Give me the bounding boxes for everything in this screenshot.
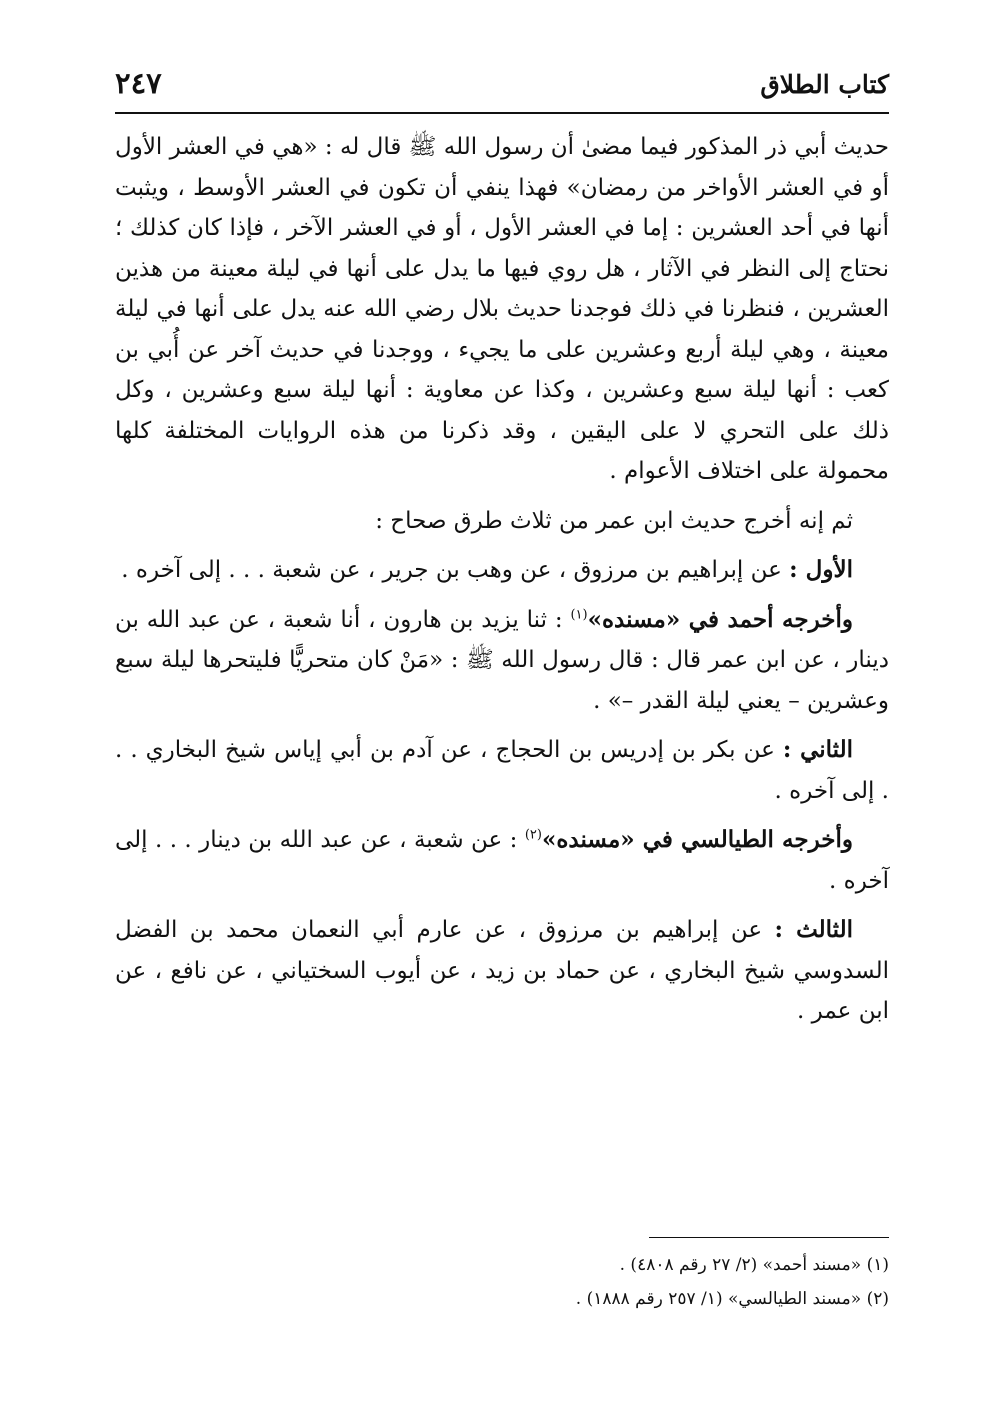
paragraph-1: حديث أبي ذر المذكور فيما مضىٰ أن رسول الله ﷺ قال له : «هي في العشر الأول أو في العشر الأواخر من رمضان» فهذا ينفي أن تكون في العشر الأوسط ، ويثبت أنها في أحد العشرين : إما في العشر الأول ، أو في العشر الآخر ، فإذا كان كذلك ؛ نحتاج إلى النظر في الآثار ، هل روي فيها ما يدل على أنها في ليلة معينة من هذين العشرين ، فنظرنا في ذلك فوجدنا حديث بلال رضي الله عنه يدل على أنها في ليلة معينة ، وهي ليلة أربع وعشرين على ما يجيء ، ووجدنا في حديث آخر عن أُبي بن كعب : أنها ليلة سبع وعشرين ، وكذا عن معاوية : أنها ليلة سبع وعشرين ، وكل ذلك على التحري لا على اليقين ، وقد ذكرنا من هذه الروايات المختلفة كلها محمولة على اختلاف الأعوام .	[115, 134, 889, 484]
footnote-ref-1: (١)	[570, 606, 588, 622]
footnote-divider	[649, 1237, 889, 1238]
page-header	[115, 62, 889, 114]
paragraph-5	[115, 730, 889, 811]
paragraph-3-lead: الأول :	[789, 556, 853, 583]
page-number: ٢٤٧	[115, 66, 162, 100]
paragraph-7-text: عن إبراهيم بن مرزوق ، عن عارم أبي النعمان محمد بن الفضل السدوسي شيخ البخاري ، عن حماد بن زيد ، عن أيوب السختياني ، عن نافع ، عن ابن عمر .	[115, 917, 889, 1024]
paragraph-7	[115, 910, 889, 1032]
paragraph-4-text: : ثنا يزيد بن هارون ، أنا شعبة ، عن عبد الله بن دينار ، عن ابن عمر قال : قال رسول الله ﷺ : «مَنْ كان متحريًّا فليتحرها ليلة سبع وعشرين – يعني ليلة القدر –» .	[115, 606, 890, 714]
footnote-1: (١) «مسند أحمد» (٢/ ٢٧ رقم ٤٨٠٨) .	[619, 1255, 889, 1275]
paragraph-4	[115, 600, 889, 722]
footnote-ref-2: (٢)	[524, 827, 542, 843]
paragraph-6-lead: وأخرجه الطيالسي في «مسنده»	[541, 826, 853, 853]
paragraph-3	[115, 550, 889, 591]
footnote-2: (٢) «مسند الطيالسي» (١/ ٢٥٧ رقم ١٨٨٨) .	[575, 1289, 889, 1309]
paragraph-6-text: : عن شعبة ، عن عبد الله بن دينار . . . إلى آخره .	[115, 827, 889, 894]
body-text	[115, 127, 889, 1041]
paragraph-4-lead: وأخرجه أحمد في «مسنده»	[587, 605, 853, 633]
paragraph-6	[115, 820, 889, 901]
footnotes	[115, 1248, 889, 1316]
paragraph-5-lead: الثاني :	[782, 736, 853, 763]
paragraph-7-lead: الثالث :	[774, 916, 854, 943]
paragraph-2: ثم إنه أخرج حديث ابن عمر من ثلاث طرق صحاح :	[375, 507, 853, 534]
paragraph-3-text: عن إبراهيم بن مرزوق ، عن وهب بن جرير ، عن شعبة . . . إلى آخره .	[121, 557, 790, 583]
paragraph-5-text: عن بكر بن إدريس بن الحجاج ، عن آدم بن أبي إياس شيخ البخاري . . . إلى آخره .	[115, 737, 889, 804]
chapter-title: كتاب الطلاق	[760, 70, 889, 99]
